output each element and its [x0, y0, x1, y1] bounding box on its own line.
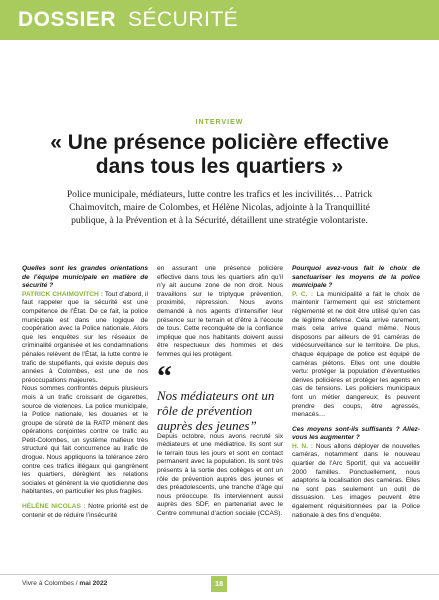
column-3	[292, 265, 420, 520]
dossier-label: DOSSIER	[18, 8, 117, 31]
pull-quote	[157, 388, 283, 433]
column-2	[157, 265, 283, 518]
answer-3	[292, 291, 420, 420]
publication-name: Vivre à Colombes	[22, 580, 74, 587]
quote-open-mark: “	[157, 359, 172, 393]
question-1: Quelles sont les grandes orientations de l’équipe municipale en matière de sécurité ?	[22, 265, 148, 290]
page-number: 18	[211, 576, 227, 592]
answer-text: Nous allons déployer de nouvelles caméras, notamment dans le nouveau quartier de l’Arc Sportif, qui va accueillir 2000 familles. Ponctuellement, nous adaptons la localisation des caméras. Elles ne sont pas seulement un outil de dissuasion. Les images peuvent être également réquisitionnées par la Police nationale à des fins d’enquête.	[292, 442, 420, 519]
article-title: « Une présence policière effective dans tous les quartiers »	[50, 131, 389, 178]
section-header	[0, 0, 439, 40]
page-footer	[0, 574, 439, 600]
speaker-label: H. N. :	[292, 442, 313, 450]
footer-divider	[0, 574, 439, 575]
question-2: Pourquoi avez-vous fait le choix de sanctuariser les moyens de la police municipale ?	[292, 265, 420, 290]
answer-text: Tout d’abord, il faut rappeler que la sécurité est une compétence de l’État. De ce fait, la police municipale est dans une logique de coopération avec la Police nationale. Alors que les enquêtes sur les réseaux de criminalité organisée et les condamnations pénales relèvent de l’État, la lutte contre le trafic de stupéfiants, qui existe depuis des années à Colombes, est une de nos préoccupations majeures.	[22, 290, 148, 384]
question-3: Ces moyens sont-ils suffisants ? Allez-vous les augmenter ?	[292, 425, 420, 442]
answer-2	[22, 503, 148, 520]
column-1	[22, 265, 148, 520]
answer-text: La municipalité a fait le choix de maintenir l’armement qui est strictement réglementé et ne doit être utilisé qu’en cas de légitime défense. Cela arrive rarement, mais cela arrive quand même. Nous disposons par ailleurs de 91 caméras de vidéosurveillance sur le territoire. De plus, chaque équipage de police est équipé de caméras piétons. Elles ont une double vertu: protéger la population d’éventuelles dérives policières et protéger les agents en cas de tensions. Les policiers municipaux font un métier dangereux; ils peuvent prendre des coups, être agressés, menacés…	[292, 290, 420, 419]
speaker-label: P. C. :	[292, 290, 314, 298]
answer-4	[292, 443, 420, 520]
speaker-label: HÉLÈNE NICOLAS :	[22, 503, 86, 511]
pull-quote-text: Nos médiateurs ont un rôle de prévention auprès des jeunes	[157, 387, 275, 433]
answer-1	[22, 291, 148, 386]
section-label: SÉCURITÉ	[128, 8, 239, 31]
kicker: INTERVIEW	[195, 119, 244, 126]
issue-date: mai 2022	[79, 580, 108, 587]
paragraph: Depuis octobre, nous avons recruté six médiateurs et une médiatrice. Ils sont sur le terrain tous les jours et sont en contact permanent avec la population. Ils sont très présents à la sortie des collèges et ont un rôle de prévention auprès des jeunes et des préadolescents, une tranche d’âge qui nous préoccupe. Ils interviennent aussi auprès des SDF, en partenariat avec le Centre communal d’action sociale (CCAS).	[157, 432, 283, 517]
speaker-label: PATRICK CHAIMOVITCH :	[22, 290, 103, 298]
publication-info	[22, 580, 107, 587]
article-lead: Police municipale, médiateurs, lutte contre les trafics et les incivilités… Patrick Chaimovitch, maire de Colombes, et Hélène Nicolas, adjointe à la Tranquillité publique, à la Prévention et à la Sécurité, détaillent une stratégie volontariste.	[66, 189, 373, 227]
quote-close-mark: ”	[249, 417, 257, 433]
answer-text: Notre priorité est de contenir et de réduire l’insécurité	[22, 503, 148, 519]
separator: /	[73, 580, 80, 587]
paragraph: en assurant une présence policière effective dans tous les quartiers afin qu’il n’y ait aucune zone de non droit. Nous travaillons sur le triptyque prévention, proximité, répression. Nous avons demandé à nos agents d’intensifier leur présence sur le terrain et d’être à l’écoute de tous. Cette reconquête de la confiance implique que nos habitants doivent aussi être respectueux des hommes et des femmes qui les protègent.	[157, 265, 283, 358]
paragraph: Nous sommes confrontés depuis plusieurs mois à un trafic croissant de cigarettes, source de violences. La police municipale, la Police nationale, les douanes et le groupe de sûreté de la RATP mènent des opérations conjointes contre ce trafic au Petit-Colombes, un système mafieux très structuré qui fait concurrence au trafic de drogue. Nous appliquons la tolérance zéro contre ces trafics illégaux qui gangrènent les quartiers, dérèglent les relations sociales et génèrent la vie quotidienne des habitantes, en particulier les plus fragiles.	[22, 385, 148, 496]
